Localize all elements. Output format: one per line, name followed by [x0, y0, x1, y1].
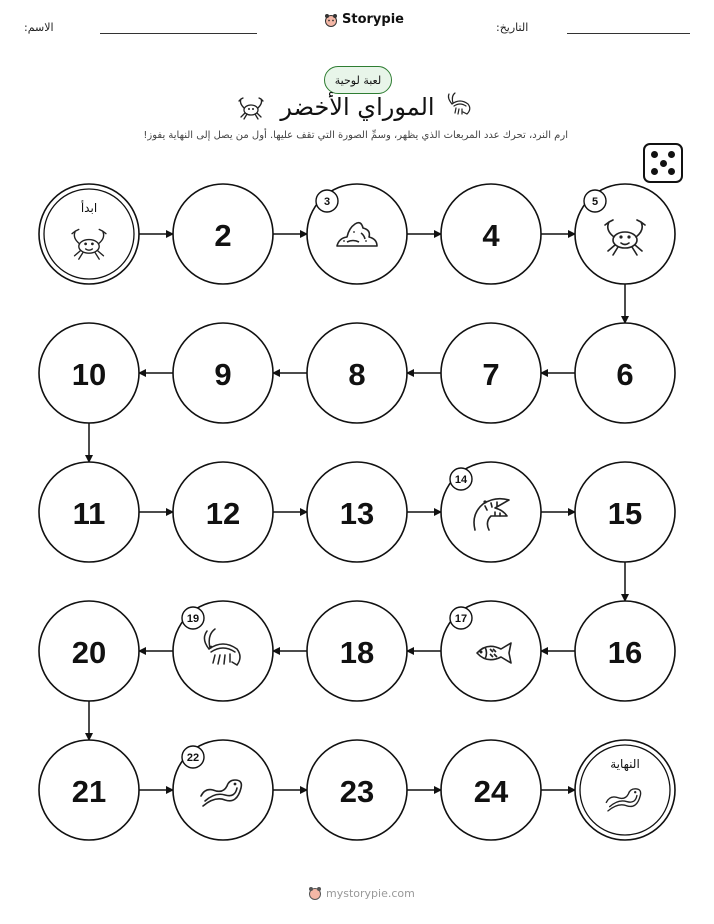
cell-number: 9: [214, 357, 232, 392]
page-title: الموراي الأخضر: [280, 93, 435, 121]
board-cell-22: [173, 740, 273, 840]
cell-number: 16: [607, 635, 643, 670]
board-cell-17: [441, 601, 541, 701]
cell-number: 21: [71, 774, 107, 809]
cell-number: 20: [71, 635, 107, 670]
cell-number: 11: [72, 496, 106, 531]
board-cell-12: [173, 462, 273, 562]
storypie-logo-icon: [308, 886, 322, 900]
board-cell-25: [575, 740, 675, 840]
board-cell-19: [173, 601, 273, 701]
cell-number: 10: [71, 357, 107, 392]
board-cell-2: [173, 184, 273, 284]
board-cell-16: [575, 601, 675, 701]
board-cell-3: [307, 184, 407, 284]
footer: [308, 886, 415, 900]
cell-number: 13: [339, 496, 375, 531]
cell-number: 24: [473, 774, 509, 809]
board-cell-23: [307, 740, 407, 840]
board-cell-4: [441, 184, 541, 284]
cell-number-badge: 5: [591, 196, 599, 208]
cell-number: 6: [616, 357, 634, 392]
cell-number-badge: 17: [454, 613, 468, 625]
finish-label: النهاية: [610, 757, 640, 771]
footer-url[interactable]: mystorypie.com: [326, 886, 415, 900]
cell-number-badge: 3: [323, 196, 331, 208]
board-cell-5: [575, 184, 675, 284]
board-cell-10: [39, 323, 139, 423]
start-label: ابدأ: [80, 201, 98, 215]
board-cell-9: [173, 323, 273, 423]
board-cell-24: [441, 740, 541, 840]
board-cell-8: [307, 323, 407, 423]
cell-number: 23: [339, 774, 375, 809]
instructions-text: ارم النرد، تحرك عدد المربعات الذي يظهر، وسمِّ الصورة التي تقف عليها. أول من يصل إلى النهاية يفوز!: [143, 130, 568, 141]
cell-number: 15: [607, 496, 643, 531]
board-cell-14: [441, 462, 541, 562]
brand-name: Storypie: [342, 12, 404, 27]
cell-number-badge: 22: [186, 752, 200, 764]
cell-number: 18: [339, 635, 375, 670]
board-cell-1: [39, 184, 139, 284]
name-label: الاسم:: [24, 21, 54, 34]
board-cell-6: [575, 323, 675, 423]
cell-number: 8: [348, 357, 366, 392]
board-cell-7: [441, 323, 541, 423]
board-cell-18: [307, 601, 407, 701]
cell-number: 7: [482, 357, 500, 392]
board-cell-13: [307, 462, 407, 562]
date-label: التاريخ:: [496, 21, 529, 34]
cell-number: 12: [205, 496, 241, 531]
board-cell-21: [39, 740, 139, 840]
cell-number-badge: 14: [454, 474, 468, 486]
board-cell-11: [39, 462, 139, 562]
cell-number-badge: 19: [186, 613, 200, 625]
cell-number: 4: [482, 218, 500, 253]
cell-number: 2: [214, 218, 232, 253]
game-type-badge: لعبة لوحية: [324, 66, 392, 94]
board-cell-15: [575, 462, 675, 562]
board-cell-20: [39, 601, 139, 701]
